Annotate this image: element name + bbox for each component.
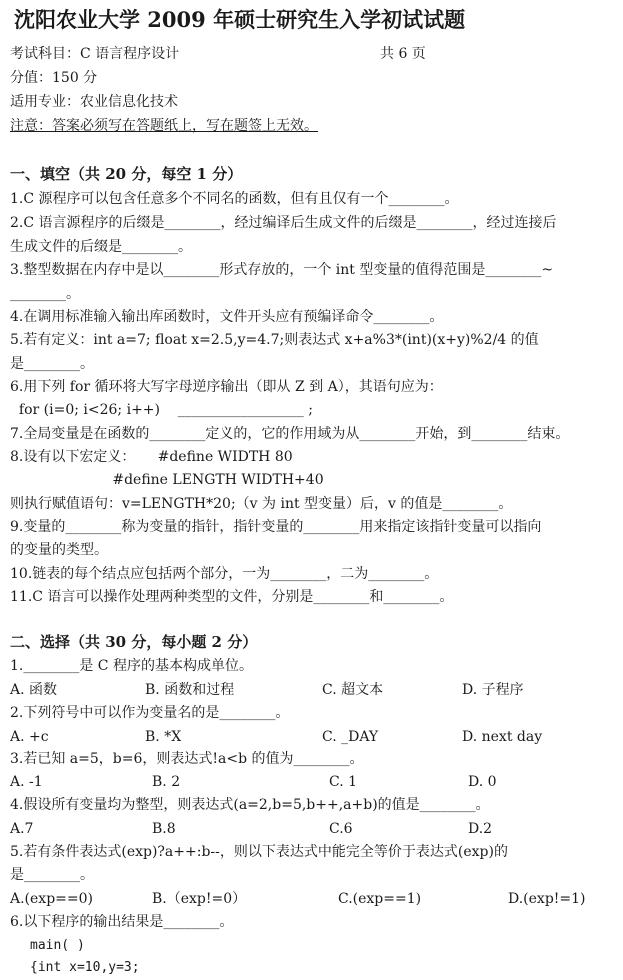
option: C. 1 <box>329 774 358 790</box>
option: B.8 <box>152 821 176 837</box>
fill-line: ________。 <box>10 286 80 302</box>
option: B.（exp!=0） <box>152 891 247 907</box>
fill-line: 8.设有以下宏定义： #define WIDTH 80 <box>10 449 293 465</box>
option: C. _DAY <box>322 729 379 745</box>
fill-line: 3.整型数据在内存中是以________形式存放的，一个 int 型变量的值得范围是________~ <box>10 262 554 278</box>
option: A. -1 <box>10 774 43 790</box>
code-line: {int x=10,y=3; <box>30 960 140 975</box>
question-3: 3.若已知 a=5，b=6，则表达式!a<b 的值为________。 <box>10 751 364 767</box>
question-6: 6.以下程序的输出结果是________。 <box>10 914 234 930</box>
page-count: 共 6 页 <box>380 46 426 62</box>
option: B. 2 <box>152 774 181 790</box>
option: B. 函数和过程 <box>145 682 235 698</box>
fill-line: 7.全局变量是在函数的________定义的，它的作用域为从________开始，到________结束。 <box>10 426 570 442</box>
fill-line: 则执行赋值语句：v=LENGTH*20;（v 为 int 型变量）后，v 的值是________。 <box>10 496 513 512</box>
fill-line: for (i=0; i<26; i++) __________________ ; <box>10 402 313 418</box>
page-title: 沈阳农业大学 2009 年硕士研究生入学初试试题 <box>14 7 466 32</box>
fill-line: 10.链表的每个结点应包括两个部分，一为________，二为________。 <box>10 566 439 582</box>
section1-heading: 一、填空（共 20 分，每空 1 分） <box>10 165 243 183</box>
option: D.(exp!=1) <box>508 891 586 907</box>
question-5: 5.若有条件表达式(exp)?a++:b--，则以下表达式中能完全等价于表达式(exp)的 <box>10 844 508 860</box>
option: D. next day <box>462 729 543 745</box>
option: C.6 <box>329 821 353 837</box>
section2-heading: 二、选择（共 30 分，每小题 2 分） <box>10 633 258 651</box>
score-total: 分值：150 分 <box>10 70 98 86</box>
question-1: 1.________是 C 程序的基本构成单位。 <box>10 658 253 674</box>
option: A.(exp==0) <box>10 891 93 907</box>
exam-subject: 考试科目：C 语言程序设计 <box>10 46 180 62</box>
option: D. 子程序 <box>462 682 524 698</box>
option: A.7 <box>10 821 34 837</box>
question-4: 4.假设所有变量均为整型，则表达式(a=2,b=5,b++,a+b)的值是________。 <box>10 797 490 813</box>
option: D.2 <box>468 821 493 837</box>
code-line: main( ) <box>30 938 85 953</box>
option: A. +c <box>10 729 49 745</box>
answer-notice: 注意：答案必须写在答题纸上，写在题签上无效。 <box>10 118 318 134</box>
applicable-major: 适用专业：农业信息化技术 <box>10 94 178 110</box>
question-5-cont: 是________。 <box>10 867 94 883</box>
option: C. 超文本 <box>322 682 384 698</box>
fill-line: 的变量的类型。 <box>10 542 108 558</box>
fill-line: 5.若有定义：int a=7; float x=2.5,y=4.7;则表达式 x+a%3*(int)(x+y)%2/4 的值 <box>10 332 539 348</box>
option: B. *X <box>145 729 182 745</box>
fill-line: 2.C 语言源程序的后缀是________，经过编译后生成文件的后缀是________，经过连接后 <box>10 215 557 231</box>
option: D. 0 <box>468 774 497 790</box>
fill-line: 6.用下列 for 循环将大写字母逆序输出（即从 Z 到 A），其语句应为： <box>10 379 443 395</box>
fill-line: 1.C 源程序可以包含任意多个不同名的函数，但有且仅有一个________。 <box>10 191 459 207</box>
fill-line: 11.C 语言可以操作处理两种类型的文件，分别是________和________。 <box>10 589 454 605</box>
fill-line: 生成文件的后缀是________。 <box>10 239 192 255</box>
question-2: 2.下列符号中可以作为变量名的是________。 <box>10 705 290 721</box>
fill-line: 4.在调用标准输入输出库函数时，文件开头应有预编译命令________。 <box>10 309 444 325</box>
option: A. 函数 <box>10 682 58 698</box>
option: C.(exp==1) <box>338 891 422 907</box>
fill-line: 9.变量的________称为变量的指针，指针变量的________用来指定该指针变量可以指向 <box>10 519 542 535</box>
fill-line: 是________。 <box>10 356 94 372</box>
fill-line: #define LENGTH WIDTH+40 <box>10 472 324 488</box>
